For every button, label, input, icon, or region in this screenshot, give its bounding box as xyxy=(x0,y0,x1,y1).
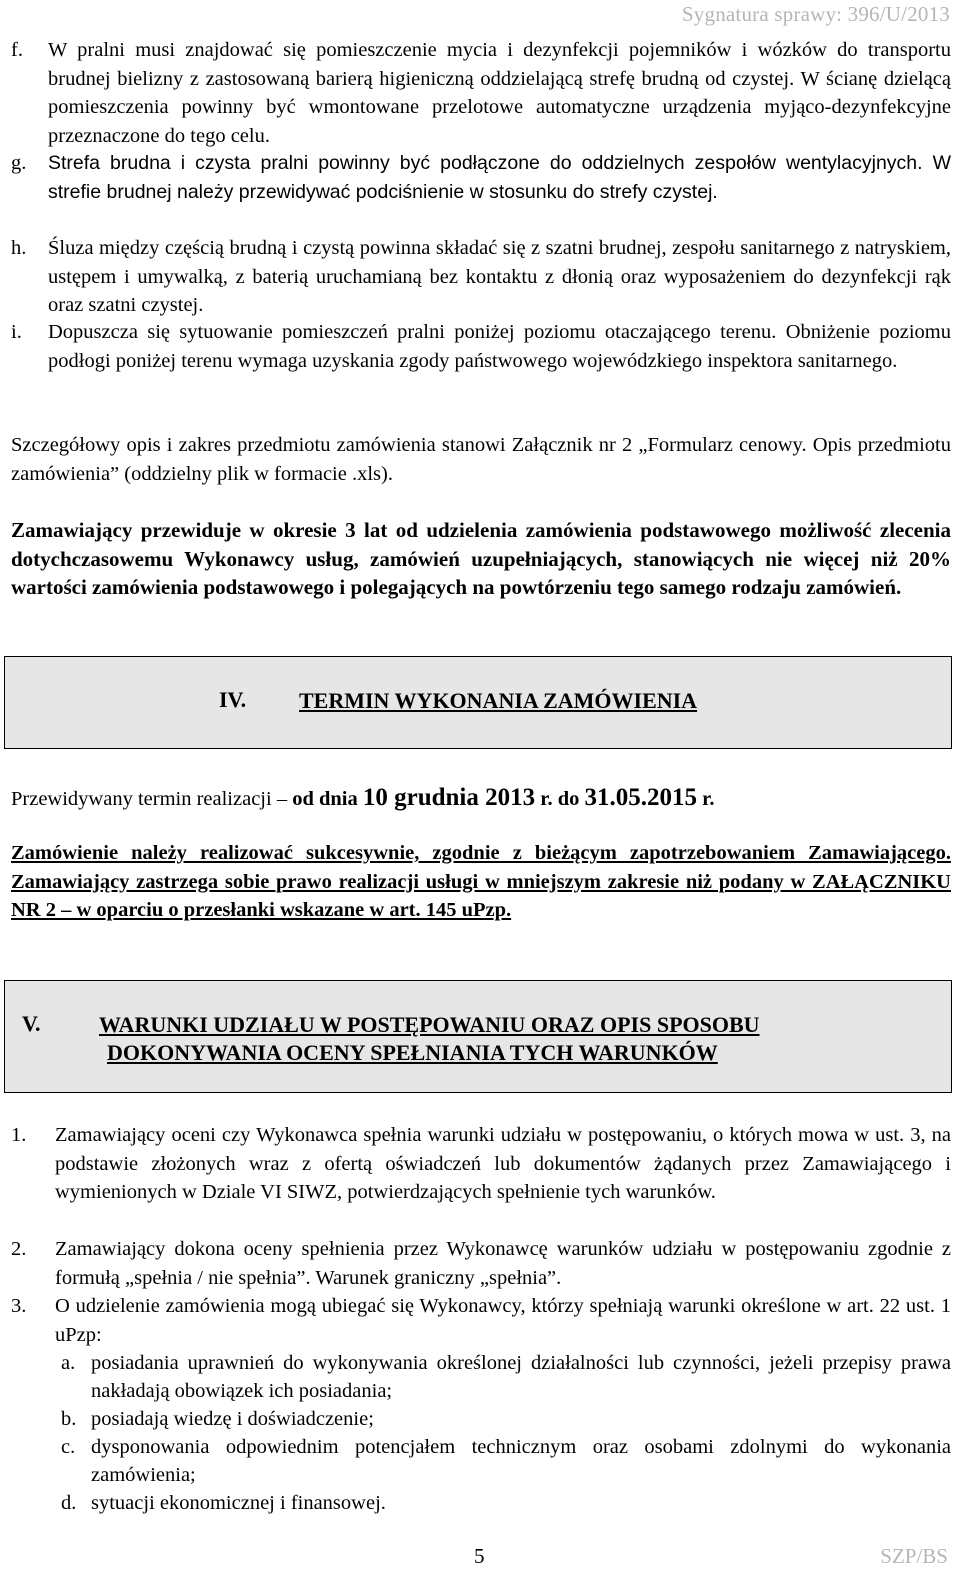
list-marker: a. xyxy=(61,1352,76,1374)
term-mid: r. do xyxy=(535,788,585,810)
sub-item-b xyxy=(61,1405,951,1433)
list-item-f xyxy=(11,36,951,150)
list-item-text: sytuacji ekonomicznej i finansowej. xyxy=(91,1492,386,1514)
additional-orders-paragraph: Zamawiający przewiduje w okresie 3 lat od udzielenia zamówienia podstawowego możliwość zlecenia dotychczasowemu Wykonawcy usług, zamówień uzupełniających, stanowiących nie więcej niż 20% wartości zamówienia podstawowego i polegających na powtórzeniu tego samego rodzaju zamówień. xyxy=(11,518,951,599)
list-item-text: Zamawiający dokona oceny spełnienia przez Wykonawcę warunków udziału w postępowaniu zgodnie z formułą „spełnia / nie spełnia”. Warunek graniczny „spełnia”. xyxy=(55,1238,951,1289)
list-marker: h. xyxy=(11,237,27,259)
section-4-header xyxy=(4,656,952,749)
sub-item-a xyxy=(61,1349,951,1405)
list-item-h xyxy=(11,234,951,320)
list-marker: c. xyxy=(61,1436,76,1458)
list-item-text: Dopuszcza się sytuowanie pomieszczeń pralni poniżej poziomu otaczającego terenu. Obniżenie poziomu podłogi poniżej terenu wymaga uzyskania zgody państwowego wojewódzkiego inspektora sanitarnego. xyxy=(48,321,951,372)
case-signature: Sygnatura sprawy: 396/U/2013 xyxy=(681,2,950,26)
list-marker: b. xyxy=(61,1408,77,1430)
section-5-header xyxy=(4,980,952,1093)
term-od: od dnia xyxy=(292,788,363,810)
notice-paragraph: Zamówienie należy realizować sukcesywnie, zgodnie z bieżącym zapotrzebowaniem Zamawiającego. Zamawiający zastrzega sobie prawo realizacji usługi w mniejszym zakresie niż podany w ZAŁĄCZNIKU NR 2 – w oparciu o przesłanki wskazane w art. 145 uPzp. xyxy=(11,842,951,921)
list-marker: 3. xyxy=(11,1295,27,1317)
term-end-date: 31.05.2015 xyxy=(584,784,697,811)
list-item-g xyxy=(11,149,951,207)
list-marker: 1. xyxy=(11,1124,27,1146)
list-item-text: W pralni musi znajdować się pomieszczenie mycia i dezynfekcji pojemników i wózków do transportu brudnej bielizny z zastosowaną barierą higieniczną oddzielającą strefę brudną od czystej. W ścianę dzielącą pomieszczenia powinny być wmontowane przelotowe automatyczne urządzenia myjąco-dezynfekcyjne przeznaczone do tego celu. xyxy=(48,39,951,147)
department-code: SZP/BS xyxy=(880,1544,948,1568)
list-item-text: O udzielenie zamówienia mogą ubiegać się Wykonawcy, którzy spełniają warunki określone w art. 22 ust. 1 uPzp: xyxy=(55,1295,951,1346)
description-paragraph: Szczegółowy opis i zakres przedmiotu zamówienia stanowi Załącznik nr 2 „Formularz cenowy. Opis przedmiotu zamówienia” (oddzielny plik w formacie .xls). xyxy=(11,434,951,485)
term-prefix: Przewidywany termin realizacji – xyxy=(11,788,293,810)
list-item-text: dysponowania odpowiednim potencjałem technicznym oraz osobami zdolnymi do wykonania zamówienia; xyxy=(91,1436,951,1486)
list-item-text: Śluza między częścią brudną i czystą powinna składać się z szatni brudnej, zespołu sanitarnego z natryskiem, ustępem i umywalką, z baterią uruchamianą bez kontaktu z dłonią oraz wyposażeniem do dezynfekcji rąk oraz szatni czystej. xyxy=(48,237,951,316)
list-item-text: Strefa brudna i czysta pralni powinny być podłączone do oddzielnych zespołów wentylacyjnych. W strefie brudnej należy przewidywać podciśnienie w stosunku do strefy czystej. xyxy=(48,152,951,203)
sub-item-c xyxy=(61,1433,951,1489)
condition-item-1 xyxy=(11,1121,951,1207)
list-item-text: Zamawiający oceni czy Wykonawca spełnia warunki udziału w postępowaniu, o których mowa w ust. 3, na podstawie złożonych wraz z ofertą oświadczeń lub dokumentów żądanych przez Zamawiającego i wymienionych w Dziale VI SIWZ, potwierdzających spełnienie tych warunków. xyxy=(55,1124,951,1203)
list-marker: i. xyxy=(11,321,22,343)
list-marker: g. xyxy=(11,152,27,174)
condition-item-3 xyxy=(11,1292,951,1349)
section-number: IV. xyxy=(219,687,247,712)
section-title: TERMIN WYKONANIA ZAMÓWIENIA xyxy=(299,688,698,713)
term-start-date: 10 grudnia 2013 xyxy=(362,784,536,811)
condition-item-2 xyxy=(11,1235,951,1292)
list-item-i xyxy=(11,318,951,375)
list-item-text: posiadają wiedzę i doświadczenie; xyxy=(91,1408,374,1430)
sub-item-d xyxy=(61,1489,951,1517)
page-number: 5 xyxy=(474,1544,485,1568)
list-item-text: posiadania uprawnień do wykonywania określonej działalności lub czynności, jeżeli przepisy prawa nakładają obowiązek ich posiadania; xyxy=(91,1352,951,1402)
section-title-line-1: WARUNKI UDZIAŁU W POSTĘPOWANIU ORAZ OPIS SPOSOBU xyxy=(99,1012,760,1037)
term-line xyxy=(11,782,951,815)
list-marker: 2. xyxy=(11,1238,27,1260)
section-title-line-2: DOKONYWANIA OCENY SPEŁNIANIA TYCH WARUNKÓW xyxy=(107,1040,718,1065)
list-marker: d. xyxy=(61,1492,77,1514)
section-number: V. xyxy=(22,1011,41,1036)
term-end: r. xyxy=(697,788,715,810)
list-marker: f. xyxy=(11,39,23,61)
